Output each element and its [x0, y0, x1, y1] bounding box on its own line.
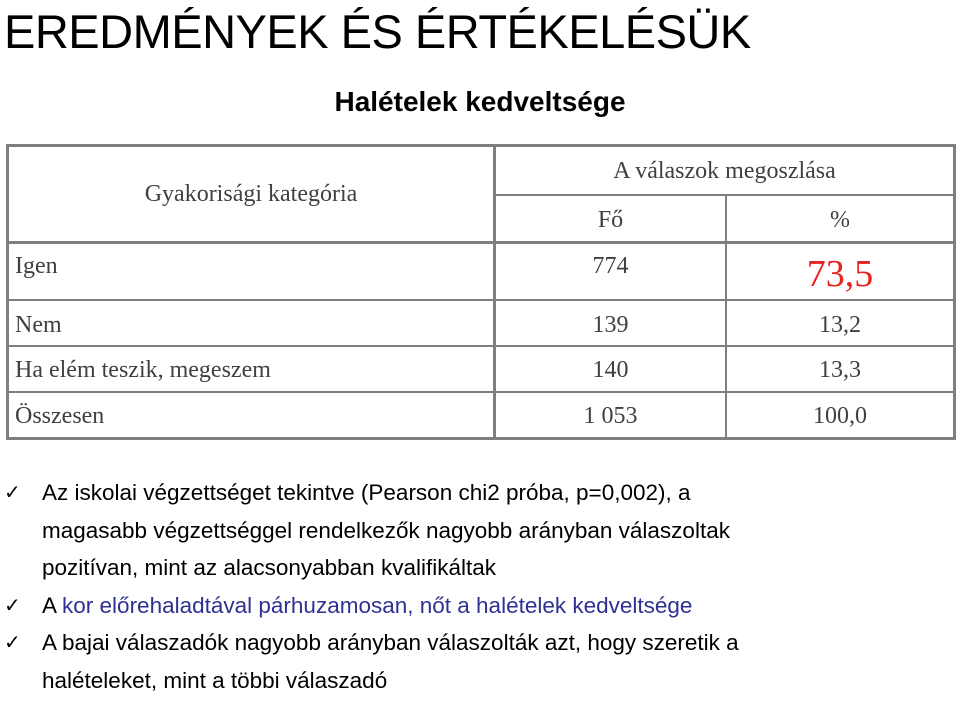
table-divider-row3 [6, 391, 956, 393]
row-label: Összesen [15, 403, 105, 429]
row-count: 140 [592, 357, 629, 383]
results-table [6, 144, 956, 440]
finding-item [0, 474, 960, 587]
row-percent-highlight: 73,5 [806, 253, 874, 295]
finding-line: magasabb végzettséggel rendelkezők nagyobb arányban válaszoltak [42, 517, 730, 543]
table-divider-row1 [6, 299, 956, 301]
row-count: 139 [592, 312, 629, 338]
table-border-right [953, 144, 956, 440]
header-count: Fő [597, 207, 624, 233]
row-percent: 100,0 [813, 403, 867, 429]
header-percent: % [830, 207, 850, 233]
slide-title: EREDMÉNYEK ÉS ÉRTÉKELÉSÜK [4, 5, 751, 58]
table-divider-header [6, 241, 956, 244]
row-percent: 13,3 [819, 357, 861, 383]
finding-item [0, 624, 960, 699]
table-divider-col1 [493, 144, 496, 440]
finding-item [0, 587, 960, 625]
check-icon: ✓ [4, 630, 21, 655]
finding-line: halételeket, mint a többi válaszadó [42, 667, 388, 693]
check-icon: ✓ [4, 592, 21, 617]
row-count: 774 [592, 253, 629, 279]
row-percent: 13,2 [819, 312, 861, 338]
findings-list [0, 474, 960, 700]
table-divider-row2 [6, 345, 956, 347]
finding-line: A bajai válaszadók nagyobb arányban válaszolták azt, hogy szeretik a [42, 630, 739, 656]
table-title: Halételek kedveltsége [334, 86, 626, 117]
finding-highlight: kor előrehaladtával párhuzamosan, nőt a halételek kedveltsége [62, 592, 693, 618]
table-border-bottom [6, 437, 956, 440]
finding-line: pozitívan, mint az alacsonyabban kvalifikáltak [42, 555, 496, 581]
table-border-top [6, 144, 956, 147]
row-label: Nem [15, 312, 62, 338]
header-group: A válaszok megoszlása [613, 158, 836, 184]
finding-prefix: A [42, 592, 63, 618]
table-divider-group [495, 194, 955, 196]
row-label: Igen [15, 253, 58, 279]
check-icon: ✓ [4, 480, 21, 504]
row-label: Ha elém teszik, megeszem [15, 357, 271, 383]
header-category: Gyakorisági kategória [144, 181, 358, 207]
finding-line [42, 587, 960, 625]
row-count: 1 053 [583, 403, 638, 429]
finding-line: Az iskolai végzettséget tekintve (Pearson chi2 próba, p=0,002), a [42, 480, 691, 505]
